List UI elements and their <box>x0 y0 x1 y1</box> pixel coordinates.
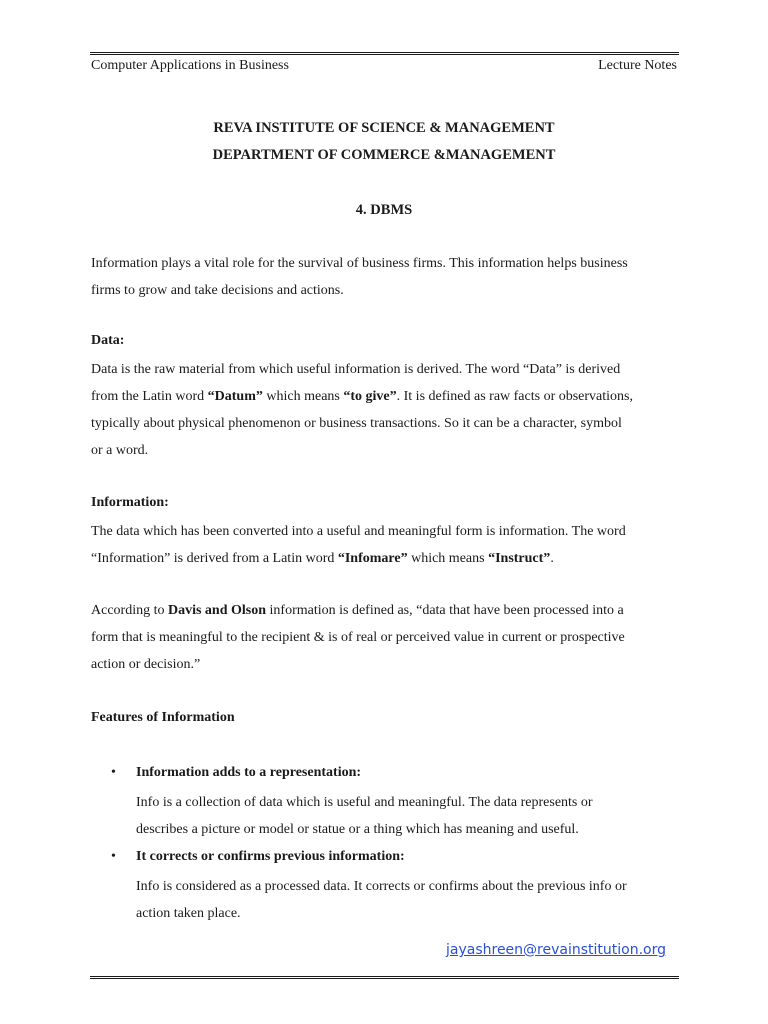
department-title: DEPARTMENT OF COMMERCE &MANAGEMENT <box>212 147 556 163</box>
feature-description: Info is considered as a processed data. It corrects or confirms about the previous info or action taken place. <box>136 879 627 921</box>
features-heading: Features of Information <box>91 710 235 725</box>
page-header <box>91 58 677 74</box>
information-paragraph: The data which has been converted into a useful and meaningful form is information. The word “Information” is derived from a Latin word “Infomare” which means “Instruct”. <box>91 524 626 566</box>
chapter-title: 4. DBMS <box>355 202 413 218</box>
feature-title: Information adds to a representation: <box>136 765 362 780</box>
data-paragraph: Data is the raw material from which useful information is derived. The word “Data” is derived from the Latin word “Datum” which means “to give”. It is defined as raw facts or observations, typically about physical phenomenon or business transactions. So it can be a character, symbol or a word. <box>91 362 633 458</box>
data-heading: Data: <box>91 333 125 348</box>
bullet-marker: • <box>111 765 116 780</box>
header-rule <box>90 52 679 55</box>
information-heading: Information: <box>91 495 169 510</box>
definition-paragraph: According to Davis and Olson information is defined as, “data that have been processed into a form that is meaningful to the recipient & is of real or perceived value in current or prospective action or decision.” <box>91 603 625 672</box>
institute-title: REVA INSTITUTE OF SCIENCE & MANAGEMENT <box>213 120 555 136</box>
header-doc-type: Lecture Notes <box>598 58 677 73</box>
header-course-title: Computer Applications in Business <box>91 58 289 73</box>
author-email-link[interactable]: jayashreen@revainstitution.org <box>446 942 667 958</box>
intro-paragraph: Information plays a vital role for the survival of business firms. This information helps business firms to grow and take decisions and actions. <box>91 256 628 298</box>
feature-description: Info is a collection of data which is useful and meaningful. The data represents or describes a picture or model or statue or a thing which has meaning and useful. <box>136 795 593 837</box>
bullet-marker: • <box>111 849 116 864</box>
feature-title: It corrects or confirms previous information: <box>136 849 405 864</box>
footer-rule <box>90 976 679 979</box>
